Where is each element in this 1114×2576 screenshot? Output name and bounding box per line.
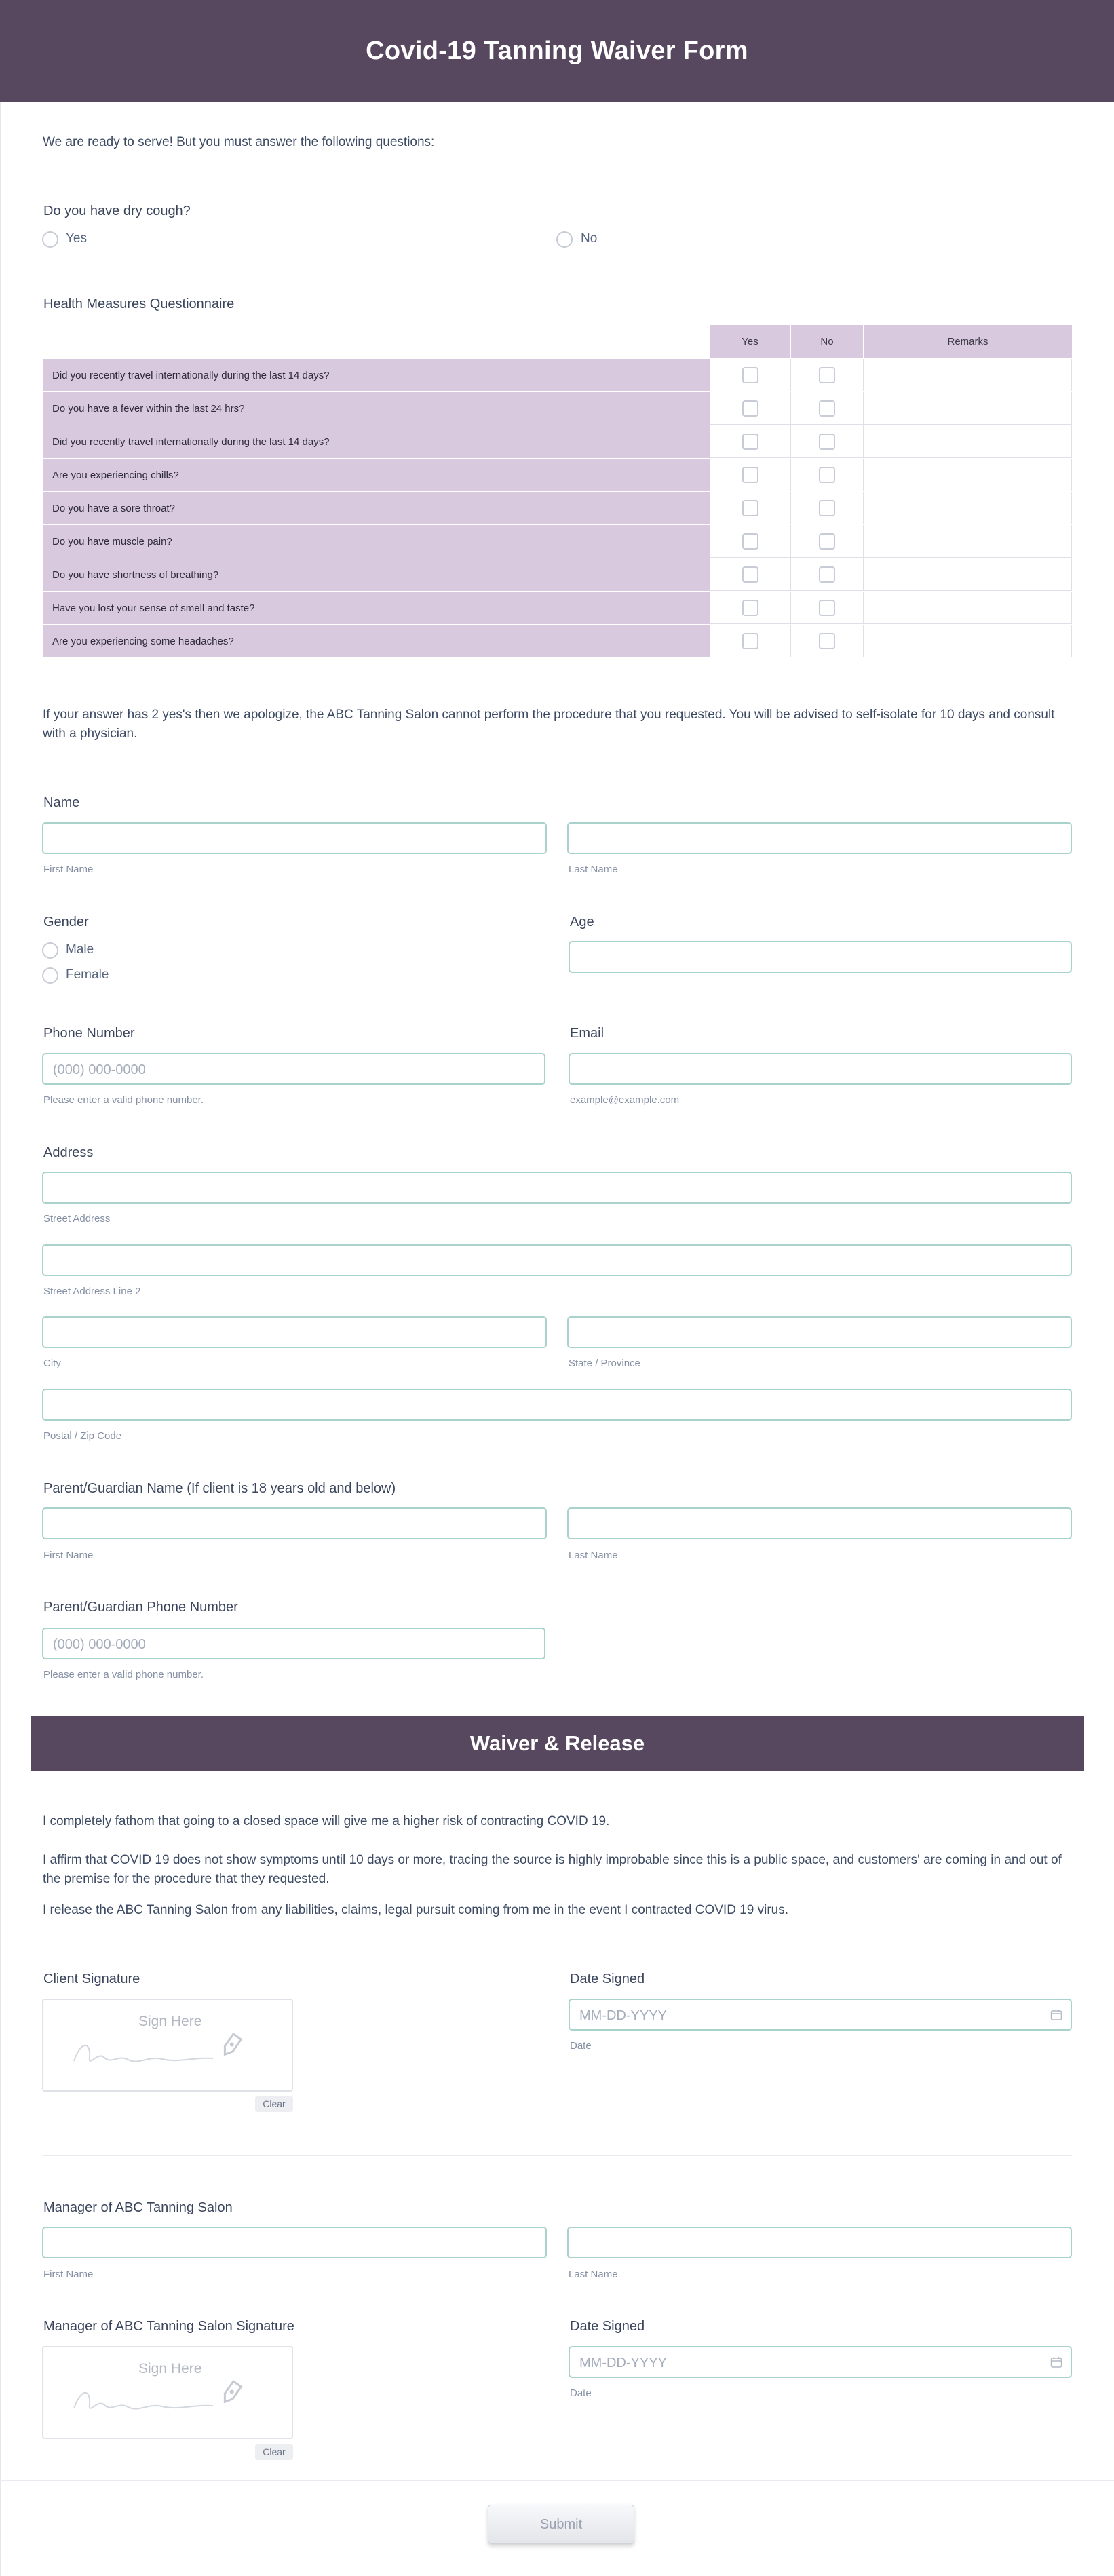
matrix-question-4: Are you experiencing chills? — [43, 459, 710, 491]
matrix-remarks-input-4[interactable] — [864, 459, 1072, 491]
gender-female-radio[interactable] — [42, 967, 58, 984]
matrix-cell-no — [791, 525, 864, 558]
guardian-first-name-input[interactable] — [42, 1507, 547, 1539]
street-address-2-sublabel: Street Address Line 2 — [43, 1286, 141, 1297]
client-signature-label: Client Signature — [43, 1972, 140, 1986]
gender-male-radio[interactable] — [42, 942, 58, 959]
date-signed-2-label: Date Signed — [570, 2319, 645, 2334]
matrix-cell-no — [791, 492, 864, 524]
matrix-yes-checkbox-4[interactable] — [742, 467, 758, 483]
matrix-yes-checkbox-5[interactable] — [742, 500, 758, 516]
matrix-no-checkbox-4[interactable] — [819, 467, 835, 483]
matrix-cell-yes — [710, 525, 791, 558]
calendar-icon[interactable] — [1050, 2009, 1062, 2021]
guardian-first-name-sublabel: First Name — [43, 1550, 94, 1561]
manager-signature-pad[interactable] — [42, 2346, 293, 2439]
street-address-2-input[interactable] — [42, 1244, 1072, 1276]
phone-placeholder: (000) 000-0000 — [53, 1062, 146, 1077]
first-name-sublabel: First Name — [43, 864, 94, 875]
age-input[interactable] — [569, 941, 1072, 973]
manager-sign-here-text: Sign Here — [138, 2361, 202, 2377]
matrix-remarks-input-9[interactable] — [864, 625, 1072, 657]
manager-first-name-input[interactable] — [42, 2227, 547, 2258]
date-signed-1-input[interactable] — [569, 1999, 1072, 2031]
footer-divider — [0, 2480, 1114, 2481]
intro-text: We are ready to serve! But you must answer the following questions: — [43, 135, 435, 149]
matrix-remarks-input-7[interactable] — [864, 558, 1072, 591]
questionnaire-label: Health Measures Questionnaire — [43, 296, 235, 311]
matrix-yes-checkbox-1[interactable] — [742, 367, 758, 383]
manager-name-label: Manager of ABC Tanning Salon — [43, 2200, 233, 2215]
postal-code-sublabel: Postal / Zip Code — [43, 1430, 122, 1442]
matrix-no-checkbox-9[interactable] — [819, 633, 835, 649]
matrix-header-yes: Yes — [710, 325, 790, 358]
guardian-phone-placeholder: (000) 000-0000 — [53, 1637, 146, 1652]
street-address-input[interactable] — [42, 1172, 1072, 1204]
waiver-paragraph-3: I release the ABC Tanning Salon from any liabilities, claims, legal pursuit coming from me in the event I contracted COVID 19 virus. — [43, 1903, 788, 1917]
matrix-question-2: Do you have a fever within the last 24 hrs? — [43, 392, 710, 425]
manager-first-name-sublabel: First Name — [43, 2269, 94, 2280]
submit-button[interactable]: Submit — [488, 2505, 634, 2544]
matrix-question-8: Have you lost your sense of smell and taste? — [43, 592, 710, 624]
email-hint: example@example.com — [570, 1094, 680, 1106]
matrix-cell-yes — [710, 592, 791, 624]
matrix-question-7: Do you have shortness of breathing? — [43, 558, 710, 591]
section-divider — [42, 2155, 1072, 2156]
notice-text: If your answer has 2 yes's then we apologize, the ABC Tanning Salon cannot perform the procedure that you requested. You will be advised to self-isolate for 10 days and consult with a physician. — [43, 708, 1055, 741]
phone-input[interactable] — [42, 1053, 545, 1085]
client-signature-clear-button[interactable]: Clear — [255, 2096, 293, 2112]
signature-scribble-icon — [71, 2027, 274, 2075]
waiver-section-banner — [31, 1716, 1084, 1771]
dry-cough-label: Do you have dry cough? — [43, 204, 191, 218]
client-sign-here-text: Sign Here — [138, 2014, 202, 2029]
date-signed-1-label: Date Signed — [570, 1972, 645, 1986]
matrix-yes-checkbox-8[interactable] — [742, 600, 758, 616]
phone-hint: Please enter a valid phone number. — [43, 1094, 204, 1106]
matrix-no-checkbox-6[interactable] — [819, 533, 835, 550]
city-sublabel: City — [43, 1358, 61, 1369]
first-name-input[interactable] — [42, 822, 547, 854]
age-label: Age — [570, 915, 594, 929]
calendar-icon[interactable] — [1050, 2356, 1062, 2368]
manager-last-name-sublabel: Last Name — [569, 2269, 618, 2280]
matrix-no-checkbox-5[interactable] — [819, 500, 835, 516]
matrix-cell-yes — [710, 459, 791, 491]
matrix-cell-no — [791, 459, 864, 491]
guardian-phone-input[interactable] — [42, 1628, 545, 1659]
state-sublabel: State / Province — [569, 1358, 640, 1369]
matrix-question-1: Did you recently travel internationally during the last 14 days? — [43, 359, 710, 391]
matrix-no-checkbox-8[interactable] — [819, 600, 835, 616]
gender-female-label: Female — [66, 967, 109, 982]
waiver-paragraph-2: I affirm that COVID 19 does not show symptoms until 10 days or more, tracing the source is highly improbable since this is a public space, and customers' are coming in and out of the premise for the procedure that they requested. — [43, 1853, 1062, 1886]
manager-last-name-input[interactable] — [567, 2227, 1072, 2258]
matrix-question-5: Do you have a sore throat? — [43, 492, 710, 524]
date-signed-2-input[interactable] — [569, 2346, 1072, 2378]
matrix-remarks-input-1[interactable] — [864, 359, 1072, 391]
matrix-remarks-input-3[interactable] — [864, 425, 1072, 458]
dry-cough-no-radio[interactable] — [556, 231, 573, 248]
matrix-cell-no — [791, 425, 864, 458]
guardian-last-name-sublabel: Last Name — [569, 1550, 618, 1561]
client-signature-pad[interactable] — [42, 1999, 293, 2092]
gender-male-label: Male — [66, 942, 94, 957]
date-signed-1-placeholder: MM-DD-YYYY — [579, 2008, 667, 2023]
matrix-cell-no — [791, 558, 864, 591]
matrix-cell-no — [791, 592, 864, 624]
guardian-name-label: Parent/Guardian Name (If client is 18 years old and below) — [43, 1481, 396, 1496]
matrix-remarks-input-6[interactable] — [864, 525, 1072, 558]
state-input[interactable] — [567, 1316, 1072, 1348]
matrix-yes-checkbox-9[interactable] — [742, 633, 758, 649]
matrix-question-3: Did you recently travel internationally during the last 14 days? — [43, 425, 710, 458]
matrix-yes-checkbox-6[interactable] — [742, 533, 758, 550]
gender-label: Gender — [43, 915, 89, 929]
email-input[interactable] — [569, 1053, 1072, 1085]
matrix-header-no: No — [791, 325, 863, 358]
dry-cough-yes-label: Yes — [66, 231, 87, 246]
form-title: Covid-19 Tanning Waiver Form — [366, 36, 748, 65]
form-header — [0, 0, 1114, 102]
form-frame — [0, 102, 1, 2576]
matrix-question-9: Are you experiencing some headaches? — [43, 625, 710, 657]
matrix-cell-yes — [710, 425, 791, 458]
guardian-phone-label: Parent/Guardian Phone Number — [43, 1600, 238, 1615]
matrix-no-checkbox-7[interactable] — [819, 566, 835, 583]
dry-cough-yes-radio[interactable] — [42, 231, 58, 248]
date-signed-2-placeholder: MM-DD-YYYY — [579, 2356, 667, 2370]
waiver-paragraph-1: I completely fathom that going to a closed space will give me a higher risk of contracting COVID 19. — [43, 1814, 610, 1828]
matrix-question-6: Do you have muscle pain? — [43, 525, 710, 558]
matrix-remarks-input-5[interactable] — [864, 492, 1072, 524]
matrix-cell-yes — [710, 558, 791, 591]
postal-code-input[interactable] — [42, 1389, 1072, 1421]
matrix-yes-checkbox-7[interactable] — [742, 566, 758, 583]
matrix-cell-yes — [710, 625, 791, 657]
matrix-cell-no — [791, 359, 864, 391]
email-label: Email — [570, 1026, 604, 1041]
matrix-cell-no — [791, 392, 864, 425]
matrix-remarks-input-2[interactable] — [864, 392, 1072, 425]
matrix-yes-checkbox-2[interactable] — [742, 400, 758, 417]
signature-scribble-icon — [71, 2375, 274, 2422]
matrix-no-checkbox-3[interactable] — [819, 434, 835, 450]
street-address-sublabel: Street Address — [43, 1213, 111, 1225]
matrix-header-remarks: Remarks — [864, 325, 1072, 358]
matrix-cell-yes — [710, 492, 791, 524]
matrix-yes-checkbox-3[interactable] — [742, 434, 758, 450]
guardian-last-name-input[interactable] — [567, 1507, 1072, 1539]
manager-signature-clear-button[interactable]: Clear — [255, 2444, 293, 2460]
matrix-cell-no — [791, 625, 864, 657]
address-label: Address — [43, 1145, 94, 1160]
name-label: Name — [43, 795, 80, 810]
last-name-sublabel: Last Name — [569, 864, 618, 875]
matrix-no-checkbox-2[interactable] — [819, 400, 835, 417]
guardian-phone-hint: Please enter a valid phone number. — [43, 1669, 204, 1680]
matrix-cell-yes — [710, 359, 791, 391]
last-name-input[interactable] — [567, 822, 1072, 854]
matrix-cell-yes — [710, 392, 791, 425]
dry-cough-no-label: No — [581, 231, 598, 246]
manager-signature-label: Manager of ABC Tanning Salon Signature — [43, 2319, 294, 2334]
date-signed-2-hint: Date — [570, 2387, 592, 2399]
phone-label: Phone Number — [43, 1026, 135, 1041]
matrix-no-checkbox-1[interactable] — [819, 367, 835, 383]
matrix-remarks-input-8[interactable] — [864, 592, 1072, 624]
date-signed-1-hint: Date — [570, 2040, 592, 2052]
city-input[interactable] — [42, 1316, 547, 1348]
waiver-title: Waiver & Release — [469, 1731, 645, 1755]
